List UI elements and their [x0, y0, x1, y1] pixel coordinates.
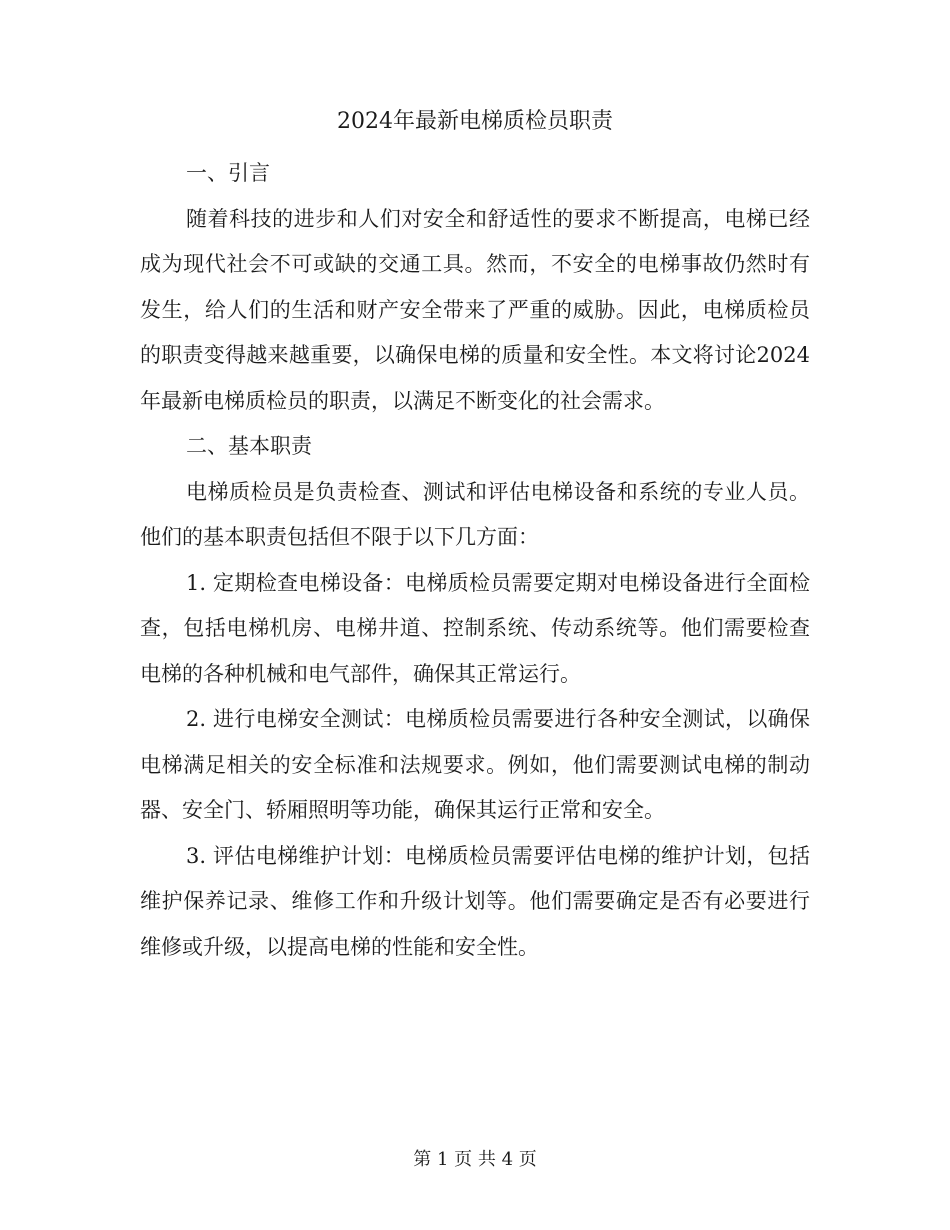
section-heading-introduction: 一、引言 [186, 161, 270, 185]
list-item: 3. 评估电梯维护计划：电梯质检员需要评估电梯的维护计划，包括维护保养记录、维修工作和升级计划等。他们需要确定是否有必要进行维修或升级，以提高电梯的性能和安全性。 [140, 843, 810, 959]
section-heading-basic-duties: 二、基本职责 [186, 434, 312, 458]
document-body [140, 151, 810, 970]
list-item: 1. 定期检查电梯设备：电梯质检员需要定期对电梯设备进行全面检查，包括电梯机房、电梯井道、控制系统、传动系统等。他们需要检查电梯的各种机械和电气部件，确保其正常运行。 [140, 570, 810, 686]
page-footer: 第 1 页 共 4 页 [413, 1149, 537, 1170]
paragraph: 电梯质检员是负责检查、测试和评估电梯设备和系统的专业人员。他们的基本职责包括但不限于以下几方面： [140, 479, 810, 549]
paragraph: 随着科技的进步和人们对安全和舒适性的要求不断提高，电梯已经成为现代社会不可或缺的交通工具。然而，不安全的电梯事故仍然时有发生，给人们的生活和财产安全带来了严重的威胁。因此，电梯质检员的职责变得越来越重要，以确保电梯的质量和安全性。本文将讨论2024年最新电梯质检员的职责，以满足不断变化的社会需求。 [140, 206, 810, 413]
list-item: 2. 进行电梯安全测试：电梯质检员需要进行各种安全测试，以确保电梯满足相关的安全标准和法规要求。例如，他们需要测试电梯的制动器、安全门、轿厢照明等功能，确保其运行正常和安全。 [140, 707, 810, 822]
document-title: 2024年最新电梯质检员职责 [337, 109, 613, 134]
